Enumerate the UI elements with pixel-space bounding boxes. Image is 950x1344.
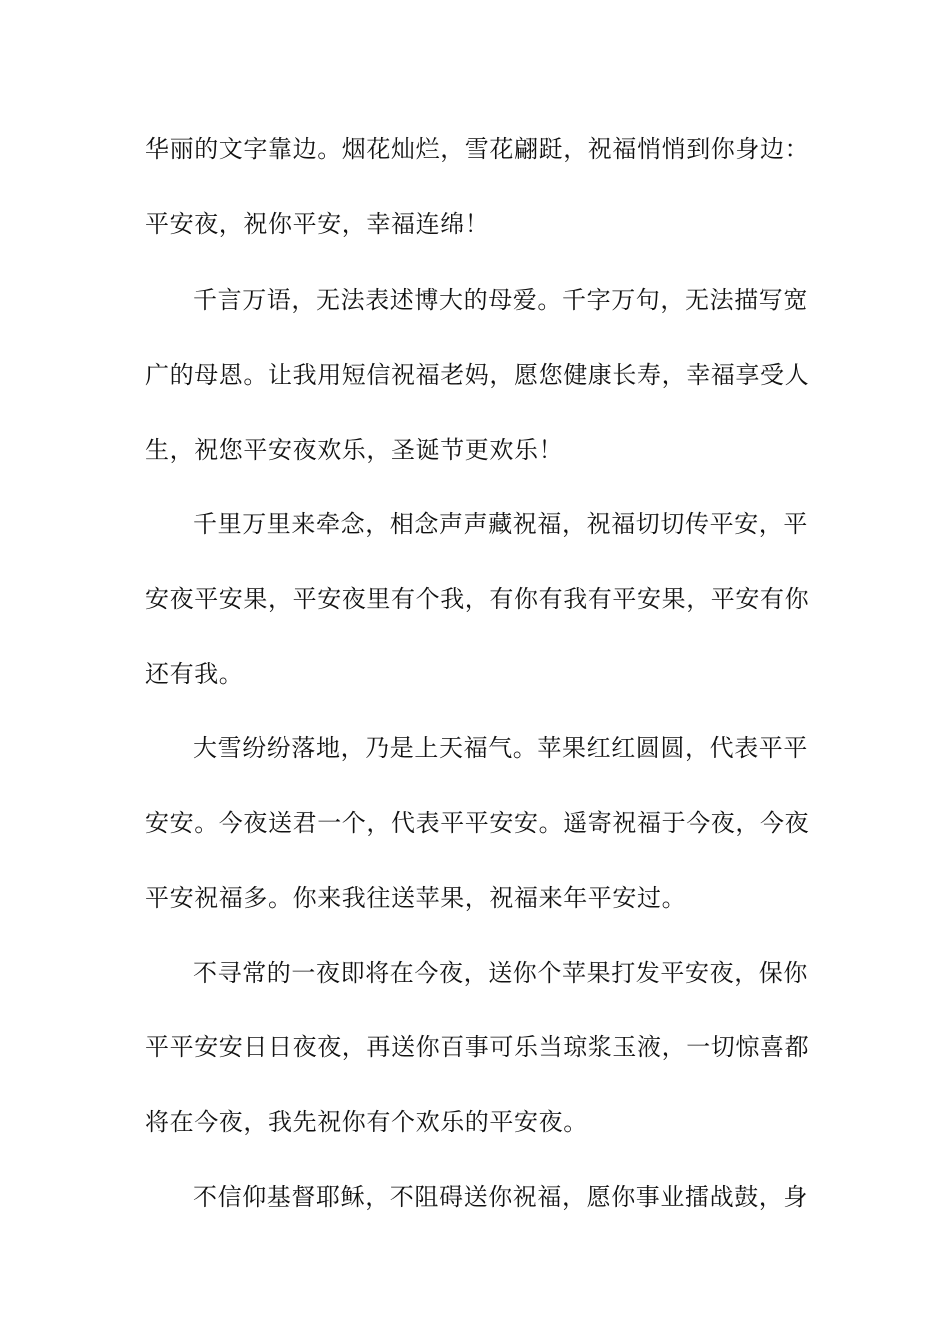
text-line: 还有我。 [145,660,244,688]
text-line: 广的母恩。让我用短信祝福老妈，愿您健康长寿，幸福享受人 [145,361,810,389]
text-line: 平安祝福多。你来我往送苹果，祝福来年平安过。 [145,884,687,912]
paragraph-first-line: 大雪纷纷落地，乃是上天福气。苹果红红圆圆，代表平平 [193,734,808,762]
paragraph-first-line: 不寻常的一夜即将在今夜，送你个苹果打发平安夜，保你 [193,959,808,987]
paragraph-first-line: 千里万里来牵念，相念声声藏祝福，祝福切切传平安，平 [193,510,808,538]
text-line: 生，祝您平安夜欢乐，圣诞节更欢乐！ [145,436,564,464]
text-line: 安安。今夜送君一个，代表平平安安。遥寄祝福于今夜，今夜 [145,809,810,837]
text-line: 平安夜，祝你平安，幸福连绵！ [145,210,490,238]
paragraph-first-line: 不信仰基督耶稣，不阻碍送你祝福，愿你事业擂战鼓，身 [193,1183,808,1211]
text-line: 平平安安日日夜夜，再送你百事可乐当琼浆玉液，一切惊喜都 [145,1033,810,1061]
paragraph-first-line: 千言万语，无法表述博大的母爱。千字万句，无法描写宽 [193,286,808,314]
text-line: 安夜平安果，平安夜里有个我，有你有我有平安果，平安有你 [145,585,810,613]
text-line: 将在今夜，我先祝你有个欢乐的平安夜。 [145,1108,588,1136]
text-line: 华丽的文字靠边。烟花灿烂，雪花翩跹，祝福悄悄到你身边： [145,135,810,163]
